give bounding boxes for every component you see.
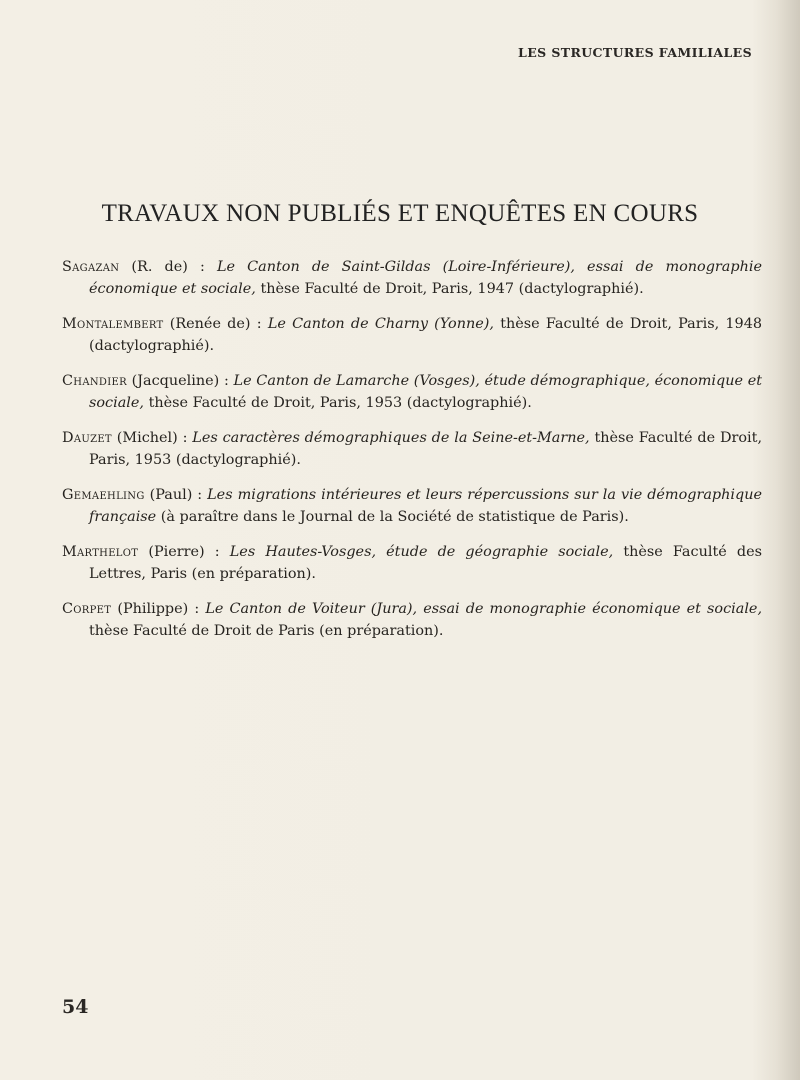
bibliography-entry xyxy=(62,484,762,528)
entry-author: Montalembert xyxy=(62,316,164,332)
entry-details: thèse Faculté de Droit, Paris, 1953 (dactylographié). xyxy=(148,395,532,411)
entry-author-name: (Renée de) : xyxy=(169,316,262,332)
section-title: TRAVAUX NON PUBLIÉS ET ENQUÊTES EN COURS xyxy=(101,200,699,227)
bibliography-list xyxy=(62,256,762,655)
running-head: LES STRUCTURES FAMILIALES xyxy=(518,45,752,60)
entry-title: Le Canton de Charny (Yonne), xyxy=(267,316,494,332)
entry-details: thèse Faculté de Droit, Paris, 1947 (dactylographié). xyxy=(260,281,644,297)
bibliography-entry xyxy=(62,370,762,414)
entry-title: Les Hautes-Vosges, étude de géographie sociale, xyxy=(229,544,614,560)
entry-author-name: (Jacqueline) : xyxy=(131,373,229,389)
entry-title: Les migrations intérieures et leurs répercussions sur la vie démographique française xyxy=(89,487,762,525)
entry-author: Corpet xyxy=(62,601,112,617)
entry-details: thèse Faculté de Droit, Paris, 1948 (dactylographié). xyxy=(89,316,763,354)
bibliography-entry xyxy=(62,598,762,642)
entry-author-name: (Paul) : xyxy=(149,487,203,503)
entry-title: Le Canton de Voiteur (Jura), essai de monographie économique et sociale, xyxy=(205,601,763,617)
entry-title: Le Canton de Lamarche (Vosges), étude démographique, économique et sociale, xyxy=(89,373,763,411)
entry-author: Chandier xyxy=(62,373,127,389)
entry-author-name: (Philippe) : xyxy=(117,601,200,617)
entry-title: Le Canton de Saint-Gildas (Loire-Inférieure), essai de monographie économique et sociale, xyxy=(89,259,762,297)
entry-title: Les caractères démographiques de la Seine-et-Marne, xyxy=(192,430,590,446)
entry-details: thèse Faculté de Droit de Paris (en préparation). xyxy=(89,623,444,639)
entry-author: Gemaehling xyxy=(62,487,145,503)
entry-author-name: (Pierre) : xyxy=(148,544,220,560)
page-number: 54 xyxy=(62,996,89,1018)
entry-author-name: (Michel) : xyxy=(116,430,188,446)
entry-details: thèse Faculté de Droit, Paris, 1953 (dactylographié). xyxy=(89,430,763,468)
bibliography-entry xyxy=(62,427,762,471)
entry-details: thèse Faculté des Lettres, Paris (en préparation). xyxy=(89,544,762,582)
entry-author: Marthelot xyxy=(62,544,139,560)
entry-details: (à paraître dans le Journal de la Société de statistique de Paris). xyxy=(160,509,629,525)
bibliography-entry xyxy=(62,256,762,300)
entry-author: Sagazan xyxy=(62,259,120,275)
entry-author-name: (R. de) : xyxy=(131,259,205,275)
bibliography-entry xyxy=(62,541,762,585)
bibliography-entry xyxy=(62,313,762,357)
entry-author: Dauzet xyxy=(62,430,112,446)
